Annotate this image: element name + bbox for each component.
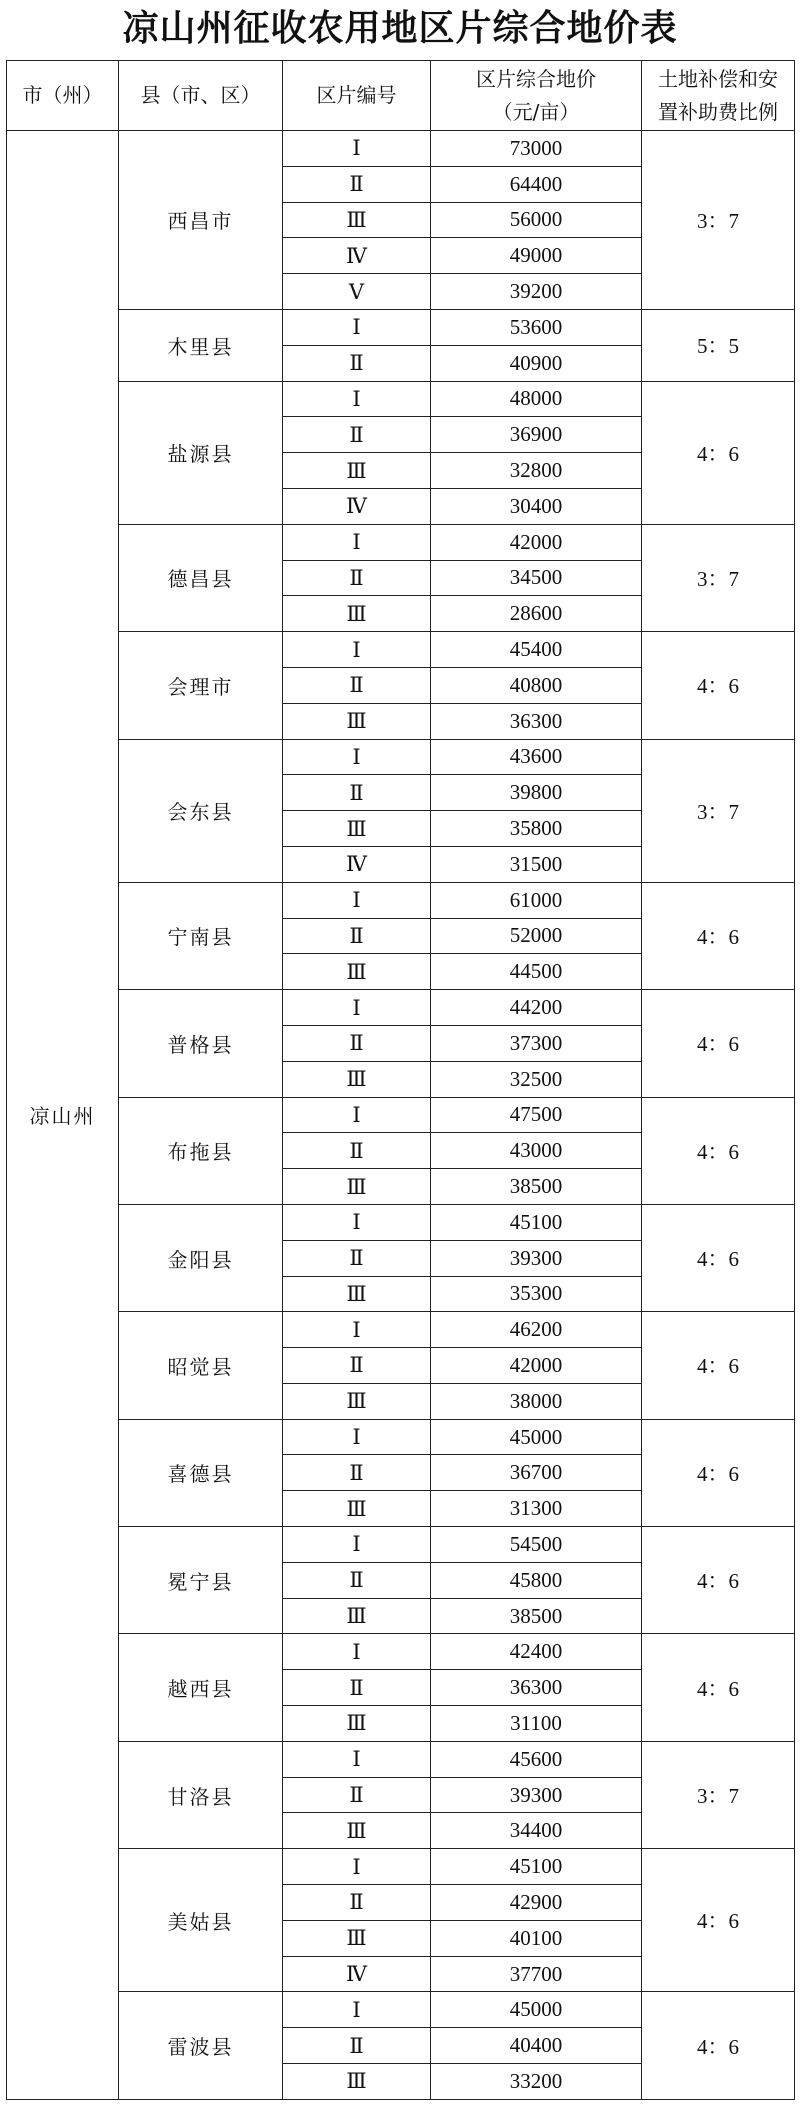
zone-cell: Ⅳ	[283, 846, 431, 882]
price-cell: 38000	[431, 1383, 642, 1419]
price-cell: 45100	[431, 1204, 642, 1240]
price-cell: 56000	[431, 202, 642, 238]
table-row	[7, 1204, 795, 1240]
price-cell: 31100	[431, 1706, 642, 1742]
price-cell: 37300	[431, 1025, 642, 1061]
price-cell: 35800	[431, 811, 642, 847]
table-row	[7, 882, 795, 918]
zone-cell: Ⅰ	[283, 381, 431, 417]
price-cell: 42900	[431, 1885, 642, 1921]
ratio-cell: 4：6	[642, 882, 795, 989]
price-cell: 47500	[431, 1097, 642, 1133]
zone-cell: Ⅱ	[283, 667, 431, 703]
county-cell: 喜德县	[119, 1419, 283, 1526]
county-cell: 宁南县	[119, 882, 283, 989]
county-cell: 越西县	[119, 1634, 283, 1741]
header-ratio-line2: 置补助费比例	[658, 99, 778, 124]
price-cell: 40800	[431, 667, 642, 703]
table-row	[7, 990, 795, 1026]
ratio-cell: 5：5	[642, 309, 795, 381]
zone-cell: Ⅰ	[283, 131, 431, 167]
zone-cell: Ⅲ	[283, 703, 431, 739]
header-price-line2: （元/亩）	[492, 99, 580, 124]
price-cell: 40400	[431, 2028, 642, 2064]
header-ratio	[642, 61, 795, 131]
table-row	[7, 1419, 795, 1455]
zone-cell: Ⅲ	[283, 1383, 431, 1419]
header-price	[431, 61, 642, 131]
ratio-cell: 4：6	[642, 381, 795, 524]
zone-cell: Ⅲ	[283, 1491, 431, 1527]
county-cell: 雷波县	[119, 1992, 283, 2099]
zone-cell: Ⅲ	[283, 1276, 431, 1312]
price-cell: 36900	[431, 417, 642, 453]
table-row	[7, 1849, 795, 1885]
table-row	[7, 1527, 795, 1563]
zone-cell: Ⅱ	[283, 1455, 431, 1491]
zone-cell: Ⅰ	[283, 1634, 431, 1670]
price-cell: 45000	[431, 1419, 642, 1455]
price-cell: 40900	[431, 345, 642, 381]
header-county: 县（市、区）	[119, 61, 283, 131]
price-cell: 39300	[431, 1240, 642, 1276]
ratio-cell: 4：6	[642, 1634, 795, 1741]
county-cell: 盐源县	[119, 381, 283, 524]
county-cell: 木里县	[119, 309, 283, 381]
table-row	[7, 632, 795, 668]
zone-cell: Ⅰ	[283, 1992, 431, 2028]
price-cell: 54500	[431, 1527, 642, 1563]
zone-cell: Ⅰ	[283, 309, 431, 345]
county-cell: 金阳县	[119, 1204, 283, 1311]
header-city: 市（州）	[7, 61, 119, 131]
county-cell: 会东县	[119, 739, 283, 882]
price-cell: 73000	[431, 131, 642, 167]
price-cell: 39800	[431, 775, 642, 811]
zone-cell: Ⅱ	[283, 1885, 431, 1921]
price-cell: 42000	[431, 524, 642, 560]
ratio-cell: 4：6	[642, 1992, 795, 2099]
zone-cell: Ⅱ	[283, 918, 431, 954]
header-price-line1: 区片综合地价	[476, 66, 596, 91]
header-zone: 区片编号	[283, 61, 431, 131]
price-cell: 40100	[431, 1920, 642, 1956]
zone-cell: Ⅱ	[283, 417, 431, 453]
zone-cell: Ⅱ	[283, 1670, 431, 1706]
county-cell: 冕宁县	[119, 1527, 283, 1634]
ratio-cell: 4：6	[642, 1204, 795, 1311]
zone-cell: Ⅲ	[283, 2064, 431, 2100]
ratio-cell: 4：6	[642, 1849, 795, 1992]
zone-cell: Ⅰ	[283, 524, 431, 560]
price-cell: 44200	[431, 990, 642, 1026]
ratio-cell: 3：7	[642, 524, 795, 631]
price-cell: 44500	[431, 954, 642, 990]
zone-cell: Ⅰ	[283, 1419, 431, 1455]
zone-cell: Ⅱ	[283, 1133, 431, 1169]
price-cell: 45000	[431, 1992, 642, 2028]
zone-cell: Ⅲ	[283, 1920, 431, 1956]
zone-cell: Ⅲ	[283, 596, 431, 632]
ratio-cell: 3：7	[642, 131, 795, 310]
table-row	[7, 1992, 795, 2028]
zone-cell: Ⅳ	[283, 1956, 431, 1992]
price-cell: 49000	[431, 238, 642, 274]
zone-cell: Ⅱ	[283, 1025, 431, 1061]
price-cell: 53600	[431, 309, 642, 345]
price-cell: 38500	[431, 1598, 642, 1634]
land-price-table	[6, 60, 795, 2100]
county-cell: 普格县	[119, 990, 283, 1097]
price-cell: 45400	[431, 632, 642, 668]
price-cell: 30400	[431, 488, 642, 524]
price-cell: 36700	[431, 1455, 642, 1491]
zone-cell: Ⅲ	[283, 954, 431, 990]
table-row	[7, 1097, 795, 1133]
zone-cell: Ⅱ	[283, 1348, 431, 1384]
county-cell: 德昌县	[119, 524, 283, 631]
price-cell: 43000	[431, 1133, 642, 1169]
zone-cell: Ⅱ	[283, 775, 431, 811]
zone-cell: Ⅰ	[283, 1204, 431, 1240]
price-cell: 46200	[431, 1312, 642, 1348]
ratio-cell: 3：7	[642, 1741, 795, 1848]
price-cell: 42000	[431, 1348, 642, 1384]
price-cell: 28600	[431, 596, 642, 632]
price-cell: 38500	[431, 1169, 642, 1205]
price-cell: 43600	[431, 739, 642, 775]
ratio-cell: 3：7	[642, 739, 795, 882]
table-row	[7, 524, 795, 560]
zone-cell: Ⅱ	[283, 1777, 431, 1813]
price-cell: 39300	[431, 1777, 642, 1813]
zone-cell: Ⅱ	[283, 560, 431, 596]
header-row	[7, 61, 795, 131]
zone-cell: Ⅲ	[283, 811, 431, 847]
ratio-cell: 4：6	[642, 632, 795, 739]
zone-cell: Ⅰ	[283, 990, 431, 1026]
zone-cell: Ⅲ	[283, 1813, 431, 1849]
zone-cell: Ⅱ	[283, 166, 431, 202]
price-cell: 35300	[431, 1276, 642, 1312]
table-body	[7, 131, 795, 2100]
ratio-cell: 4：6	[642, 1527, 795, 1634]
price-cell: 34500	[431, 560, 642, 596]
price-cell: 39200	[431, 274, 642, 310]
county-cell: 甘洛县	[119, 1741, 283, 1848]
price-cell: 31300	[431, 1491, 642, 1527]
price-cell: 36300	[431, 1670, 642, 1706]
header-ratio-line1: 土地补偿和安	[658, 66, 778, 91]
table-row	[7, 1634, 795, 1670]
price-cell: 31500	[431, 846, 642, 882]
zone-cell: Ⅱ	[283, 2028, 431, 2064]
zone-cell: Ⅲ	[283, 1706, 431, 1742]
table-row	[7, 381, 795, 417]
zone-cell: Ⅲ	[283, 202, 431, 238]
price-cell: 37700	[431, 1956, 642, 1992]
county-cell: 西昌市	[119, 131, 283, 310]
zone-cell: Ⅰ	[283, 1312, 431, 1348]
table-row	[7, 1741, 795, 1777]
price-cell: 45800	[431, 1562, 642, 1598]
zone-cell: Ⅰ	[283, 1741, 431, 1777]
page-title: 凉山州征收农用地区片综合地价表	[122, 7, 678, 49]
county-cell: 会理市	[119, 632, 283, 739]
county-cell: 美姑县	[119, 1849, 283, 1992]
city-cell: 凉山州	[7, 131, 119, 2100]
zone-cell: Ⅳ	[283, 488, 431, 524]
zone-cell: Ⅲ	[283, 1061, 431, 1097]
price-cell: 61000	[431, 882, 642, 918]
ratio-cell: 4：6	[642, 990, 795, 1097]
table-header	[7, 61, 795, 131]
zone-cell: Ⅲ	[283, 453, 431, 489]
price-cell: 36300	[431, 703, 642, 739]
zone-cell: Ⅱ	[283, 1240, 431, 1276]
zone-cell: Ⅳ	[283, 238, 431, 274]
ratio-cell: 4：6	[642, 1312, 795, 1419]
price-cell: 52000	[431, 918, 642, 954]
zone-cell: Ⅰ	[283, 1097, 431, 1133]
price-cell: 34400	[431, 1813, 642, 1849]
zone-cell: Ⅱ	[283, 345, 431, 381]
zone-cell: Ⅲ	[283, 1598, 431, 1634]
zone-cell: Ⅱ	[283, 1562, 431, 1598]
zone-cell: Ⅰ	[283, 882, 431, 918]
county-cell: 布拖县	[119, 1097, 283, 1204]
zone-cell: Ⅰ	[283, 632, 431, 668]
zone-cell: Ⅴ	[283, 274, 431, 310]
ratio-cell: 4：6	[642, 1419, 795, 1526]
price-cell: 45600	[431, 1741, 642, 1777]
price-cell: 42400	[431, 1634, 642, 1670]
price-cell: 32500	[431, 1061, 642, 1097]
table-row	[7, 739, 795, 775]
price-cell: 48000	[431, 381, 642, 417]
price-cell: 45100	[431, 1849, 642, 1885]
zone-cell: Ⅰ	[283, 1527, 431, 1563]
price-cell: 33200	[431, 2064, 642, 2100]
table-row	[7, 1312, 795, 1348]
price-cell: 32800	[431, 453, 642, 489]
price-cell: 64400	[431, 166, 642, 202]
zone-cell: Ⅰ	[283, 739, 431, 775]
ratio-cell: 4：6	[642, 1097, 795, 1204]
zone-cell: Ⅲ	[283, 1169, 431, 1205]
table-row	[7, 131, 795, 167]
county-cell: 昭觉县	[119, 1312, 283, 1419]
table-row	[7, 309, 795, 345]
zone-cell: Ⅰ	[283, 1849, 431, 1885]
